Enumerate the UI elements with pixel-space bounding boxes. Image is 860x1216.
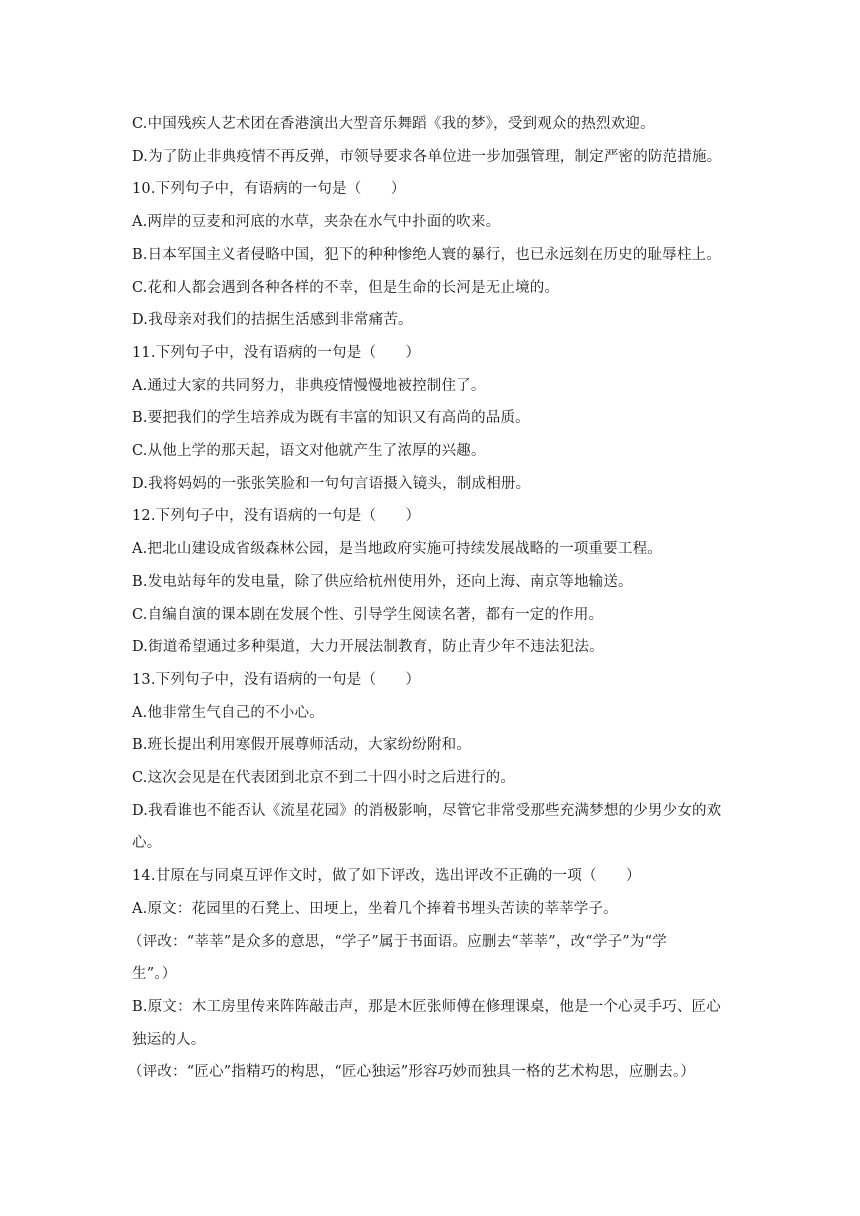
option-9d: D.为了防止非典疫情不再反弹，市领导要求各单位进一步加强管理，制定严密的防范措施。 bbox=[132, 148, 722, 165]
question-14-stem: 14.甘原在与同桌互评作文时，做了如下评改，选出评改不正确的一项（ ） bbox=[132, 868, 641, 885]
document-body bbox=[128, 108, 742, 1089]
option-13d: D.我看谁也不能否认《流星花园》的消极影响，尽管它非常受那些充满梦想的少男少女的欢 bbox=[132, 802, 722, 819]
option-14b: B.原文：木工房里传来阵阵敲击声，那是木匠张师傅在修理课桌，他是一个心灵手巧、匠心 bbox=[132, 998, 721, 1015]
option-11a: A.通过大家的共同努力，非典疫情慢慢地被控制住了。 bbox=[132, 377, 486, 394]
option-13a: A.他非常生气自己的不小心。 bbox=[132, 704, 324, 721]
option-10c: C.花和人都会遇到各种各样的不幸，但是生命的长河是无止境的。 bbox=[132, 279, 560, 296]
option-10a: A.两岸的豆麦和河底的水草，夹杂在水气中扑面的吹来。 bbox=[132, 214, 501, 231]
option-12c: C.自编自演的课本剧在发展个性、引导学生阅读名著，都有一定的作用。 bbox=[132, 606, 604, 623]
question-13-stem: 13.下列句子中，没有语病的一句是（ ） bbox=[132, 671, 421, 688]
option-12d: D.街道希望通过多种渠道，大力开展法制教育，防止青少年不违法犯法。 bbox=[132, 639, 604, 656]
option-12b: B.发电站每年的发电量，除了供应给杭州使用外，还向上海、南京等地输送。 bbox=[132, 573, 633, 590]
question-11-stem: 11.下列句子中，没有语病的一句是（ ） bbox=[132, 344, 421, 361]
option-11d: D.我将妈妈的一张张笑脸和一句句言语摄入镜头，制成相册。 bbox=[132, 475, 531, 492]
question-10-stem: 10.下列句子中，有语病的一句是（ ） bbox=[132, 181, 406, 198]
option-13d-continued: 心。 bbox=[132, 835, 162, 852]
question-12-stem: 12.下列句子中，没有语病的一句是（ ） bbox=[132, 508, 421, 525]
option-13c: C.这次会见是在代表团到北京不到二十四小时之后进行的。 bbox=[132, 770, 516, 787]
option-13b: B.班长提出利用寒假开展尊师活动，大家纷纷附和。 bbox=[132, 737, 472, 754]
option-14b-continued: 独运的人。 bbox=[132, 1031, 206, 1048]
revision-note-14a-continued: 生”。） bbox=[132, 966, 177, 983]
option-10d: D.我母亲对我们的拮据生活感到非常痛苦。 bbox=[132, 312, 413, 329]
revision-note-14b: （评改：“匠心”指精巧的构思，“匠心独运”形容巧妙而独具一格的艺术构思，应删去。） bbox=[128, 1064, 696, 1081]
option-14a: A.原文：花园里的石凳上、田埂上，坐着几个捧着书埋头苦读的莘莘学子。 bbox=[132, 900, 618, 917]
option-12a: A.把北山建设成省级森林公园，是当地政府实施可持续发展战略的一项重要工程。 bbox=[132, 541, 662, 558]
option-9c: C.中国残疾人艺术团在香港演出大型音乐舞蹈《我的梦》，受到观众的热烈欢迎。 bbox=[132, 116, 655, 132]
option-11c: C.从他上学的那天起，语文对他就产生了浓厚的兴趣。 bbox=[132, 443, 486, 460]
revision-note-14a: （评改：“莘莘”是众多的意思，“学子”属于书面语。应删去“莘莘”，改“学子”为“学 bbox=[128, 933, 667, 950]
option-11b: B.要把我们的学生培养成为既有丰富的知识又有高尚的品质。 bbox=[132, 410, 530, 427]
option-10b: B.日本军国主义者侵略中国，犯下的种种惨绝人寰的暴行，也已永远刻在历史的耻辱柱上。 bbox=[132, 246, 721, 263]
